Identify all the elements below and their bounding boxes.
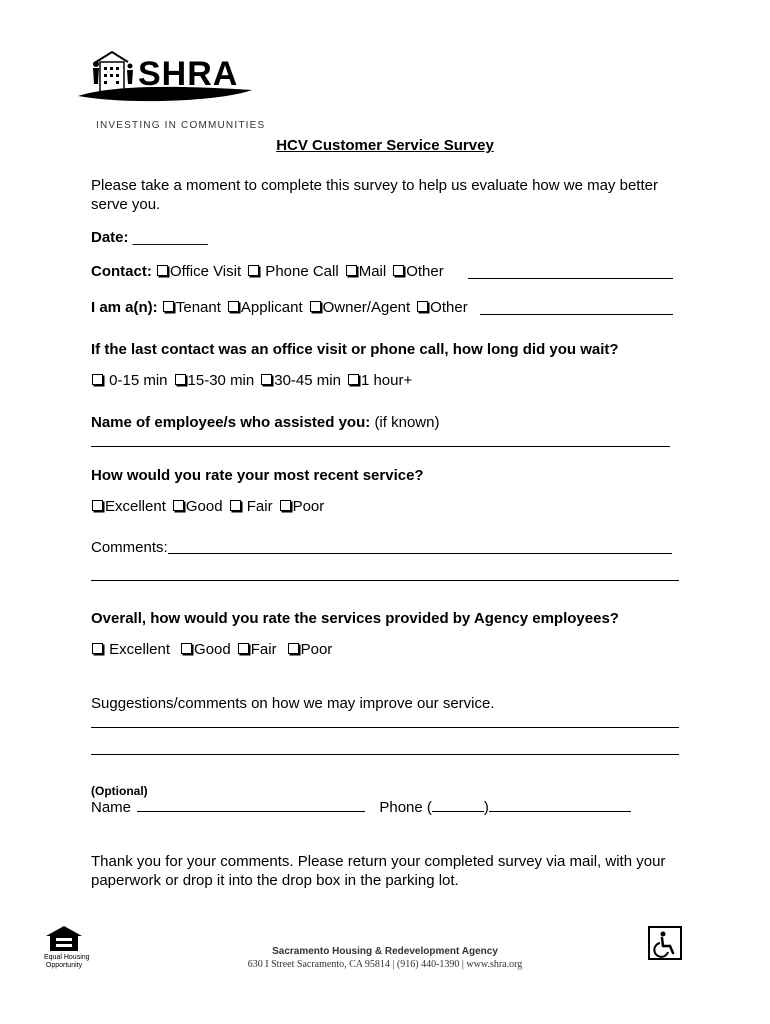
checkbox-icon[interactable]	[173, 500, 184, 511]
checkbox-icon[interactable]	[92, 643, 103, 654]
checkbox-icon[interactable]	[175, 374, 186, 385]
date-blank: _________	[132, 229, 208, 246]
suggestions-label: Suggestions/comments on how we may improve our service.	[91, 695, 495, 712]
iam-row	[91, 299, 474, 317]
contact-row	[91, 263, 450, 281]
phone-area-code-line[interactable]	[432, 799, 484, 812]
name-label: Name	[91, 799, 132, 816]
checkbox-icon[interactable]	[310, 301, 321, 312]
intro-text: Please take a moment to complete this survey to help us evaluate how we may better serve you.	[91, 177, 658, 213]
checkbox-icon[interactable]	[228, 301, 239, 312]
overall-options	[91, 641, 338, 659]
iam-option-other[interactable]: Other	[416, 299, 468, 317]
suggestions-line-1[interactable]	[91, 727, 679, 728]
iam-option-tenant[interactable]: Tenant	[162, 299, 221, 317]
checkbox-icon[interactable]	[288, 643, 299, 654]
date-field[interactable]	[91, 229, 208, 247]
contact-label: Contact:	[91, 263, 152, 280]
recent-option-good[interactable]: Good	[172, 498, 223, 516]
thanks-text: Thank you for your comments. Please return your completed survey via mail, with your paperwork or drop it into the drop box in the parking lot.	[91, 853, 666, 889]
comments-line-2[interactable]	[91, 580, 679, 581]
recent-option-poor[interactable]: Poor	[279, 498, 325, 516]
checkbox-icon[interactable]	[261, 374, 272, 385]
name-line[interactable]	[137, 799, 365, 812]
employee-hint: (if known)	[374, 414, 440, 431]
iam-option-applicant[interactable]: Applicant	[227, 299, 303, 317]
phone-label: Phone (	[379, 799, 432, 816]
phone-number-line[interactable]	[489, 799, 631, 812]
eho-line-2: Opportunity	[45, 962, 83, 969]
checkbox-icon[interactable]	[238, 643, 249, 654]
logo-tagline: INVESTING IN COMMUNITIES	[96, 120, 266, 131]
contact-option-other[interactable]: Other	[392, 263, 444, 281]
checkbox-icon[interactable]	[348, 374, 359, 385]
suggestions-line-2[interactable]	[91, 754, 679, 755]
phone-close: )	[483, 799, 489, 816]
checkbox-icon[interactable]	[280, 500, 291, 511]
contact-option-mail[interactable]: Mail	[345, 263, 387, 281]
shra-logo	[76, 50, 256, 108]
employee-row	[91, 414, 439, 432]
accessibility-icon	[648, 926, 682, 960]
comments-line-1[interactable]	[168, 553, 672, 554]
overall-option-poor[interactable]: Poor	[287, 641, 333, 659]
logo-wordmark: SHRA	[138, 55, 239, 93]
contact-option-phone-call[interactable]: Phone Call	[247, 263, 339, 281]
iam-label: I am a(n):	[91, 299, 158, 316]
comments-label: Comments:	[91, 539, 168, 556]
checkbox-icon[interactable]	[393, 265, 404, 276]
employee-label: Name of employee/s who assisted you:	[91, 414, 371, 431]
checkbox-icon[interactable]	[157, 265, 168, 276]
footer-address: 630 I Street Sacramento, CA 95814 | (916) 440-1390 | www.shra.org	[247, 959, 523, 970]
overall-option-excellent[interactable]: Excellent	[91, 641, 170, 659]
optional-name-row	[91, 799, 631, 817]
page-title: HCV Customer Service Survey	[276, 137, 494, 154]
iam-other-line[interactable]	[480, 314, 673, 315]
checkbox-icon[interactable]	[92, 500, 103, 511]
checkbox-icon[interactable]	[230, 500, 241, 511]
wait-options	[91, 372, 418, 390]
contact-option-office-visit[interactable]: Office Visit	[156, 263, 241, 281]
wait-option-15-30[interactable]: 15-30 min	[174, 372, 255, 390]
optional-label: (Optional)	[91, 784, 148, 798]
checkbox-icon[interactable]	[92, 374, 103, 385]
date-label: Date:	[91, 229, 129, 246]
wait-option-1-hour[interactable]: 1 hour+	[347, 372, 412, 390]
overall-option-good[interactable]: Good	[180, 641, 231, 659]
checkbox-icon[interactable]	[181, 643, 192, 654]
recent-option-fair[interactable]: Fair	[229, 498, 273, 516]
wait-option-0-15[interactable]: 0-15 min	[91, 372, 168, 390]
overall-question: Overall, how would you rate the services provided by Agency employees?	[91, 610, 619, 627]
recent-options	[91, 498, 330, 516]
contact-other-line[interactable]	[468, 278, 673, 279]
checkbox-icon[interactable]	[346, 265, 357, 276]
recent-option-excellent[interactable]: Excellent	[91, 498, 166, 516]
wait-option-30-45[interactable]: 30-45 min	[260, 372, 341, 390]
employee-line[interactable]	[91, 446, 670, 447]
checkbox-icon[interactable]	[163, 301, 174, 312]
checkbox-icon[interactable]	[417, 301, 428, 312]
iam-option-owner-agent[interactable]: Owner/Agent	[309, 299, 411, 317]
recent-question: How would you rate your most recent service?	[91, 467, 424, 484]
eho-line-1: Equal Housing	[44, 954, 90, 961]
checkbox-icon[interactable]	[248, 265, 259, 276]
overall-option-fair[interactable]: Fair	[237, 641, 277, 659]
wait-question: If the last contact was an office visit or phone call, how long did you wait?	[91, 341, 619, 358]
footer-agency: Sacramento Housing & Redevelopment Agency	[272, 946, 498, 957]
